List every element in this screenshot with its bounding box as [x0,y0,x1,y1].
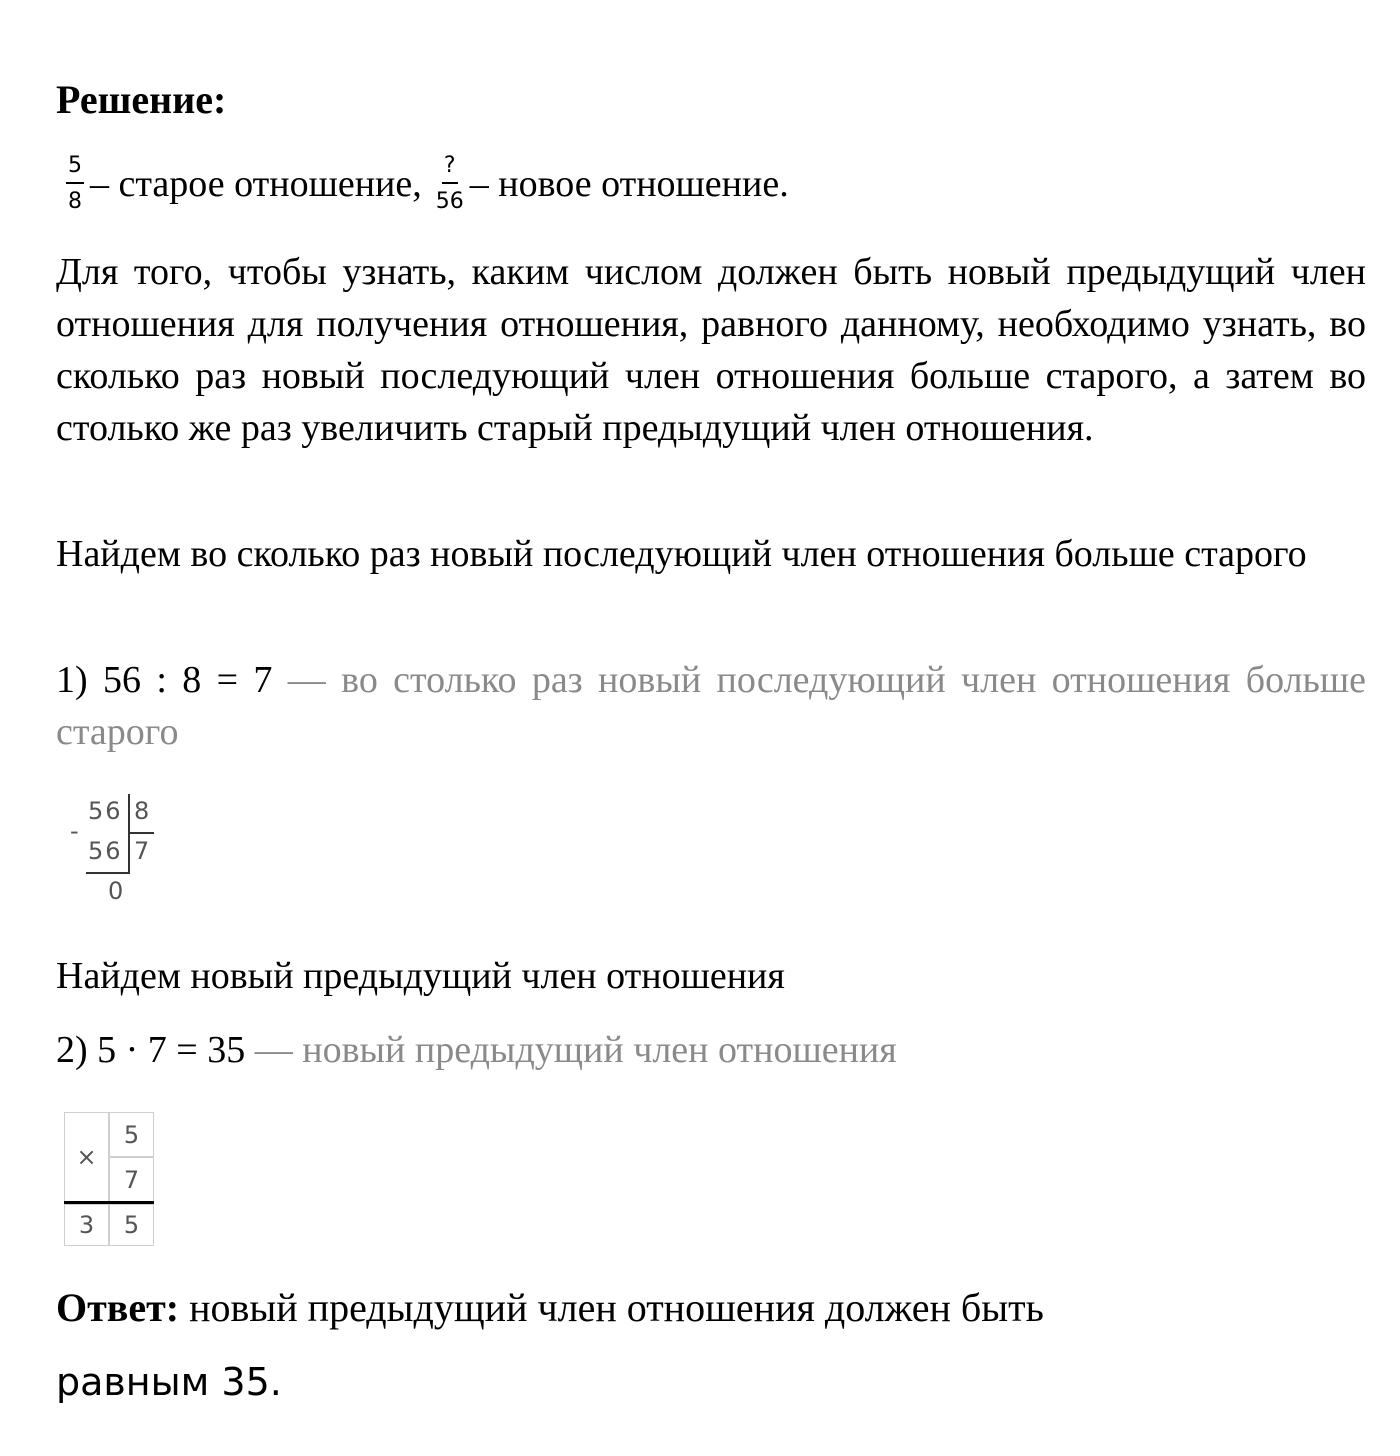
column-multiplication [64,1112,154,1246]
answer-line-2: равным 35. [56,1360,282,1404]
division-quotient: 7 [134,837,150,865]
find-term-paragraph: Найдем новый предыдущий член отношения [56,955,785,997]
step-2-expression: 2) 5 · 7 = 35 [56,1029,246,1071]
old-ratio-label: – старое отношение, [90,163,422,205]
answer-line [56,1282,1044,1334]
multiplication-result-ones: 5 [123,1211,140,1239]
new-ratio-fraction [436,152,464,216]
division-minus: - [70,817,79,845]
multiplication-result-tens: 3 [78,1211,95,1239]
old-ratio-fraction [66,152,84,216]
explanation-paragraph: Для того, чтобы узнать, каким числом должен быть новый предыдущий член отношения для получения отношения, равного данному, необходимо узнать, во сколько раз новый последующий член отношения больше старого, а затем во столько же раз увеличить старый предыдущий член отношения. [56,251,1366,449]
step-1-expression: 1) 56 : 8 = 7 [56,659,273,701]
multiplication-sign-cell [64,1112,109,1202]
division-quotient-line [128,832,154,834]
old-ratio-denominator: 8 [68,189,82,214]
multiplication-factor1-cell [109,1112,154,1157]
new-ratio-label: – новое отношение. [469,163,789,205]
step-2 [56,1024,1366,1076]
solution-heading: Решение: [56,77,227,122]
division-divisor: 8 [134,797,150,825]
new-ratio-numerator: ? [442,152,458,184]
step-1 [56,654,1366,758]
step-1-comment: — во столько раз новый последующий член отношения больше старого [56,659,1366,753]
answer-label: Ответ: [56,1285,180,1330]
multiplication-result-ones-cell [109,1204,154,1246]
division-subtract-line [86,872,130,874]
division-vertical-line [128,794,130,874]
multiplication-factor1: 5 [123,1120,140,1149]
long-division [70,792,180,912]
multiplication-factor2: 7 [123,1165,140,1194]
division-dividend: 56 [88,797,123,825]
new-ratio-denominator: 56 [435,189,464,214]
division-remainder: 0 [108,877,124,905]
multiplication-factor2-cell [109,1157,154,1202]
multiplication-sign: × [76,1143,97,1171]
multiplication-result-line [64,1201,154,1204]
step-2-comment: — новый предыдущий член отношения [254,1029,897,1071]
find-ratio-paragraph: Найдем во сколько раз новый последующий член отношения больше старого [56,533,1307,575]
multiplication-result-tens-cell [64,1204,109,1246]
ratio-line [66,148,803,220]
answer-text: новый предыдущий член отношения должен быть [189,1285,1044,1330]
old-ratio-numerator: 5 [66,152,84,184]
division-subtrahend: 56 [88,837,123,865]
